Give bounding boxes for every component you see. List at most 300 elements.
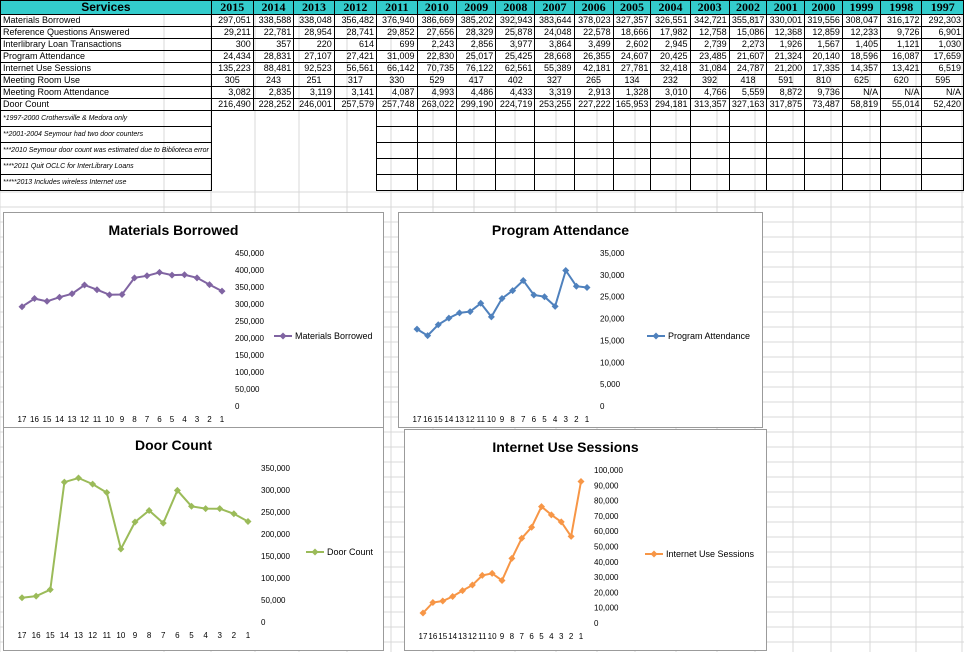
table-cell[interactable]: 15,086 xyxy=(729,27,767,39)
empty-cell[interactable] xyxy=(881,143,922,159)
empty-cell[interactable] xyxy=(767,143,805,159)
table-cell[interactable]: 313,357 xyxy=(690,99,729,111)
table-cell[interactable]: 17,659 xyxy=(922,51,964,63)
table-cell[interactable]: 24,434 xyxy=(211,51,253,63)
table-cell[interactable]: 257,579 xyxy=(334,99,376,111)
table-cell[interactable]: 317,875 xyxy=(767,99,805,111)
empty-cell[interactable] xyxy=(334,143,376,159)
table-cell[interactable]: 392,943 xyxy=(496,15,535,27)
table-cell[interactable]: 1,121 xyxy=(881,39,922,51)
table-cell[interactable]: 326,551 xyxy=(651,15,690,27)
chart-materials-borrowed[interactable] xyxy=(3,212,384,428)
empty-cell[interactable] xyxy=(574,111,613,127)
year-header[interactable]: 2002 xyxy=(729,1,767,15)
empty-cell[interactable] xyxy=(881,175,922,191)
table-cell[interactable]: 18,666 xyxy=(613,27,651,39)
empty-cell[interactable] xyxy=(253,159,294,175)
table-cell[interactable]: N/A xyxy=(881,87,922,99)
empty-cell[interactable] xyxy=(417,127,457,143)
empty-cell[interactable] xyxy=(574,159,613,175)
table-cell[interactable]: 9,726 xyxy=(881,27,922,39)
data-point[interactable] xyxy=(219,288,226,295)
data-point[interactable] xyxy=(216,505,223,512)
table-cell[interactable]: 383,644 xyxy=(535,15,574,27)
year-header[interactable]: 2014 xyxy=(253,1,294,15)
table-cell[interactable]: 27,656 xyxy=(417,27,457,39)
data-point[interactable] xyxy=(56,294,63,301)
table-cell[interactable]: 21,200 xyxy=(767,63,805,75)
table-cell[interactable]: 12,859 xyxy=(805,27,843,39)
data-point[interactable] xyxy=(75,475,82,482)
table-cell[interactable]: 327,357 xyxy=(613,15,651,27)
empty-cell[interactable] xyxy=(334,159,376,175)
data-point[interactable] xyxy=(61,479,68,486)
empty-cell[interactable] xyxy=(805,159,843,175)
table-cell[interactable]: 1,567 xyxy=(805,39,843,51)
table-cell[interactable]: 330 xyxy=(377,75,418,87)
table-cell[interactable]: 17,335 xyxy=(805,63,843,75)
table-cell[interactable]: 5,559 xyxy=(729,87,767,99)
table-cell[interactable]: 614 xyxy=(334,39,376,51)
year-header[interactable]: 2009 xyxy=(457,1,496,15)
data-point[interactable] xyxy=(456,309,463,316)
footnote[interactable]: *1997-2000 Crothersville & Medora only xyxy=(1,111,212,127)
empty-cell[interactable] xyxy=(651,159,690,175)
table-cell[interactable]: 1,405 xyxy=(842,39,880,51)
empty-cell[interactable] xyxy=(574,127,613,143)
table-cell[interactable]: 32,418 xyxy=(651,63,690,75)
table-cell[interactable]: 24,607 xyxy=(613,51,651,63)
empty-cell[interactable] xyxy=(294,127,335,143)
data-point[interactable] xyxy=(508,555,515,562)
table-cell[interactable]: 699 xyxy=(377,39,418,51)
data-point[interactable] xyxy=(439,597,446,604)
empty-cell[interactable] xyxy=(613,159,651,175)
table-cell[interactable]: 20,140 xyxy=(805,51,843,63)
table-cell[interactable]: 20,425 xyxy=(651,51,690,63)
table-cell[interactable]: 28,741 xyxy=(334,27,376,39)
empty-cell[interactable] xyxy=(294,111,335,127)
table-cell[interactable]: 356,482 xyxy=(334,15,376,27)
empty-cell[interactable] xyxy=(805,175,843,191)
year-header[interactable]: 1999 xyxy=(842,1,880,15)
table-cell[interactable]: 3,119 xyxy=(294,87,335,99)
data-point[interactable] xyxy=(156,269,163,276)
empty-cell[interactable] xyxy=(294,159,335,175)
empty-cell[interactable] xyxy=(922,127,964,143)
table-cell[interactable]: 25,878 xyxy=(496,27,535,39)
empty-cell[interactable] xyxy=(377,159,418,175)
empty-cell[interactable] xyxy=(651,127,690,143)
table-cell[interactable]: 810 xyxy=(805,75,843,87)
footnote[interactable]: **2001-2004 Seymour had two door counters xyxy=(1,127,212,143)
empty-cell[interactable] xyxy=(211,175,253,191)
year-header[interactable]: 2011 xyxy=(377,1,418,15)
chart-door-count[interactable] xyxy=(3,427,384,651)
table-cell[interactable]: 14,357 xyxy=(842,63,880,75)
table-cell[interactable]: 263,022 xyxy=(417,99,457,111)
empty-cell[interactable] xyxy=(613,127,651,143)
empty-cell[interactable] xyxy=(211,159,253,175)
data-point[interactable] xyxy=(144,272,151,279)
empty-cell[interactable] xyxy=(767,127,805,143)
table-cell[interactable]: 28,668 xyxy=(535,51,574,63)
table-cell[interactable]: 2,913 xyxy=(574,87,613,99)
table-cell[interactable]: 294,181 xyxy=(651,99,690,111)
table-cell[interactable]: 251 xyxy=(294,75,335,87)
year-header[interactable]: 2010 xyxy=(417,1,457,15)
empty-cell[interactable] xyxy=(457,111,496,127)
table-cell[interactable]: 134 xyxy=(613,75,651,87)
table-cell[interactable]: 2,602 xyxy=(613,39,651,51)
table-cell[interactable]: 297,051 xyxy=(211,15,253,27)
empty-cell[interactable] xyxy=(729,127,767,143)
empty-cell[interactable] xyxy=(690,127,729,143)
table-cell[interactable]: 12,758 xyxy=(690,27,729,39)
table-cell[interactable]: 135,223 xyxy=(211,63,253,75)
table-cell[interactable]: 3,319 xyxy=(535,87,574,99)
table-cell[interactable]: 27,107 xyxy=(294,51,335,63)
empty-cell[interactable] xyxy=(377,175,418,191)
year-header[interactable]: 2001 xyxy=(767,1,805,15)
table-cell[interactable]: 55,014 xyxy=(881,99,922,111)
data-point[interactable] xyxy=(578,478,585,485)
table-cell[interactable]: 22,830 xyxy=(417,51,457,63)
empty-cell[interactable] xyxy=(767,175,805,191)
table-cell[interactable]: 595 xyxy=(922,75,964,87)
empty-cell[interactable] xyxy=(417,143,457,159)
empty-cell[interactable] xyxy=(690,159,729,175)
table-cell[interactable]: 58,819 xyxy=(842,99,880,111)
year-header[interactable]: 2005 xyxy=(613,1,651,15)
empty-cell[interactable] xyxy=(842,143,880,159)
table-cell[interactable]: N/A xyxy=(922,87,964,99)
empty-cell[interactable] xyxy=(496,127,535,143)
table-cell[interactable]: 76,122 xyxy=(457,63,496,75)
empty-cell[interactable] xyxy=(496,143,535,159)
empty-cell[interactable] xyxy=(457,127,496,143)
empty-cell[interactable] xyxy=(729,143,767,159)
table-cell[interactable]: 29,211 xyxy=(211,27,253,39)
empty-cell[interactable] xyxy=(729,175,767,191)
table-cell[interactable]: 29,852 xyxy=(377,27,418,39)
row-label[interactable]: Door Count xyxy=(1,99,212,111)
table-cell[interactable]: 42,181 xyxy=(574,63,613,75)
empty-cell[interactable] xyxy=(457,159,496,175)
table-cell[interactable]: 327,163 xyxy=(729,99,767,111)
empty-cell[interactable] xyxy=(651,175,690,191)
table-cell[interactable]: 13,421 xyxy=(881,63,922,75)
table-cell[interactable]: 2,273 xyxy=(729,39,767,51)
table-cell[interactable]: 27,781 xyxy=(613,63,651,75)
table-cell[interactable]: 2,945 xyxy=(651,39,690,51)
data-point[interactable] xyxy=(19,594,26,601)
table-cell[interactable]: 308,047 xyxy=(842,15,880,27)
table-cell[interactable]: 17,982 xyxy=(651,27,690,39)
year-header[interactable]: 1997 xyxy=(922,1,964,15)
empty-cell[interactable] xyxy=(613,111,651,127)
table-cell[interactable]: 9,736 xyxy=(805,87,843,99)
table-cell[interactable]: 6,901 xyxy=(922,27,964,39)
row-label[interactable]: Reference Questions Answered xyxy=(1,27,212,39)
chart-program-attendance[interactable] xyxy=(398,212,763,428)
empty-cell[interactable] xyxy=(729,111,767,127)
data-point[interactable] xyxy=(106,291,113,298)
table-cell[interactable]: 21,324 xyxy=(767,51,805,63)
table-cell[interactable]: 2,739 xyxy=(690,39,729,51)
table-cell[interactable]: 12,368 xyxy=(767,27,805,39)
table-cell[interactable]: 62,561 xyxy=(496,63,535,75)
data-point[interactable] xyxy=(169,272,176,279)
table-cell[interactable]: 232 xyxy=(651,75,690,87)
empty-cell[interactable] xyxy=(842,175,880,191)
table-cell[interactable]: 31,009 xyxy=(377,51,418,63)
table-cell[interactable]: 12,233 xyxy=(842,27,880,39)
year-header[interactable]: 2006 xyxy=(574,1,613,15)
empty-cell[interactable] xyxy=(881,111,922,127)
year-header[interactable]: 2003 xyxy=(690,1,729,15)
table-cell[interactable]: 52,420 xyxy=(922,99,964,111)
year-header[interactable]: 1998 xyxy=(881,1,922,15)
row-label[interactable]: Program Attendance xyxy=(1,51,212,63)
empty-cell[interactable] xyxy=(651,111,690,127)
empty-cell[interactable] xyxy=(842,127,880,143)
data-point[interactable] xyxy=(47,586,54,593)
table-cell[interactable]: 257,748 xyxy=(377,99,418,111)
table-cell[interactable]: 228,252 xyxy=(253,99,294,111)
empty-cell[interactable] xyxy=(922,143,964,159)
table-cell[interactable]: 342,721 xyxy=(690,15,729,27)
table-cell[interactable]: 18,596 xyxy=(842,51,880,63)
table-cell[interactable]: 292,303 xyxy=(922,15,964,27)
table-cell[interactable]: 243 xyxy=(253,75,294,87)
table-cell[interactable]: 591 xyxy=(767,75,805,87)
data-point[interactable] xyxy=(584,284,591,291)
table-cell[interactable]: 220 xyxy=(294,39,335,51)
data-point[interactable] xyxy=(44,298,51,305)
table-cell[interactable]: 27,421 xyxy=(334,51,376,63)
chart-internet-use-sessions[interactable] xyxy=(404,429,767,651)
table-cell[interactable]: 3,499 xyxy=(574,39,613,51)
empty-cell[interactable] xyxy=(767,111,805,127)
data-point[interactable] xyxy=(33,593,40,600)
empty-cell[interactable] xyxy=(496,111,535,127)
data-point[interactable] xyxy=(181,271,188,278)
empty-cell[interactable] xyxy=(535,127,574,143)
footnote[interactable]: *****2013 Includes wireless Internet use xyxy=(1,175,212,191)
empty-cell[interactable] xyxy=(842,111,880,127)
empty-cell[interactable] xyxy=(690,111,729,127)
table-cell[interactable]: 70,735 xyxy=(417,63,457,75)
empty-cell[interactable] xyxy=(842,159,880,175)
table-cell[interactable]: 24,787 xyxy=(729,63,767,75)
empty-cell[interactable] xyxy=(613,143,651,159)
empty-cell[interactable] xyxy=(334,111,376,127)
table-cell[interactable]: 3,864 xyxy=(535,39,574,51)
table-cell[interactable]: 319,556 xyxy=(805,15,843,27)
empty-cell[interactable] xyxy=(294,143,335,159)
empty-cell[interactable] xyxy=(253,175,294,191)
empty-cell[interactable] xyxy=(922,111,964,127)
row-label[interactable]: Materials Borrowed xyxy=(1,15,212,27)
table-cell[interactable]: 8,872 xyxy=(767,87,805,99)
table-cell[interactable]: 299,190 xyxy=(457,99,496,111)
table-cell[interactable]: 26,355 xyxy=(574,51,613,63)
table-cell[interactable]: 3,082 xyxy=(211,87,253,99)
table-cell[interactable]: 253,255 xyxy=(535,99,574,111)
table-cell[interactable]: 529 xyxy=(417,75,457,87)
empty-cell[interactable] xyxy=(457,175,496,191)
empty-cell[interactable] xyxy=(334,127,376,143)
table-cell[interactable]: 417 xyxy=(457,75,496,87)
table-cell[interactable]: 227,222 xyxy=(574,99,613,111)
empty-cell[interactable] xyxy=(417,175,457,191)
empty-cell[interactable] xyxy=(881,127,922,143)
empty-cell[interactable] xyxy=(294,175,335,191)
table-cell[interactable]: 24,048 xyxy=(535,27,574,39)
empty-cell[interactable] xyxy=(496,175,535,191)
table-cell[interactable]: 376,940 xyxy=(377,15,418,27)
table-cell[interactable]: 28,954 xyxy=(294,27,335,39)
year-header[interactable]: 2015 xyxy=(211,1,253,15)
table-cell[interactable]: 385,202 xyxy=(457,15,496,27)
empty-cell[interactable] xyxy=(767,159,805,175)
empty-cell[interactable] xyxy=(690,143,729,159)
row-label[interactable]: Meeting Room Attendance xyxy=(1,87,212,99)
table-cell[interactable]: 21,607 xyxy=(729,51,767,63)
header-services[interactable]: Services xyxy=(1,1,212,15)
empty-cell[interactable] xyxy=(457,143,496,159)
table-cell[interactable]: 338,048 xyxy=(294,15,335,27)
empty-cell[interactable] xyxy=(574,175,613,191)
table-cell[interactable]: 3,977 xyxy=(496,39,535,51)
year-header[interactable]: 2012 xyxy=(334,1,376,15)
empty-cell[interactable] xyxy=(377,111,418,127)
table-cell[interactable]: 4,766 xyxy=(690,87,729,99)
data-point[interactable] xyxy=(202,505,209,512)
table-cell[interactable]: 355,817 xyxy=(729,15,767,27)
table-cell[interactable]: 418 xyxy=(729,75,767,87)
table-cell[interactable]: 3,010 xyxy=(651,87,690,99)
empty-cell[interactable] xyxy=(881,159,922,175)
empty-cell[interactable] xyxy=(922,159,964,175)
row-label[interactable]: Internet Use Sessions xyxy=(1,63,212,75)
empty-cell[interactable] xyxy=(211,111,253,127)
table-cell[interactable]: 16,087 xyxy=(881,51,922,63)
row-label[interactable]: Meeting Room Use xyxy=(1,75,212,87)
table-cell[interactable]: 386,669 xyxy=(417,15,457,27)
table-cell[interactable]: 73,487 xyxy=(805,99,843,111)
table-cell[interactable]: 216,490 xyxy=(211,99,253,111)
table-cell[interactable]: 316,172 xyxy=(881,15,922,27)
table-cell[interactable]: 28,831 xyxy=(253,51,294,63)
table-cell[interactable]: 330,001 xyxy=(767,15,805,27)
table-cell[interactable]: 22,781 xyxy=(253,27,294,39)
table-cell[interactable]: 66,142 xyxy=(377,63,418,75)
footnote[interactable]: ****2011 Quit OCLC for InterLibrary Loans xyxy=(1,159,212,175)
empty-cell[interactable] xyxy=(729,159,767,175)
empty-cell[interactable] xyxy=(417,111,457,127)
empty-cell[interactable] xyxy=(377,127,418,143)
empty-cell[interactable] xyxy=(377,143,418,159)
year-header[interactable]: 2004 xyxy=(651,1,690,15)
table-cell[interactable]: 300 xyxy=(211,39,253,51)
empty-cell[interactable] xyxy=(211,143,253,159)
empty-cell[interactable] xyxy=(253,127,294,143)
table-cell[interactable]: 1,030 xyxy=(922,39,964,51)
table-cell[interactable]: 224,719 xyxy=(496,99,535,111)
empty-cell[interactable] xyxy=(334,175,376,191)
empty-cell[interactable] xyxy=(211,127,253,143)
table-cell[interactable]: 2,835 xyxy=(253,87,294,99)
year-header[interactable]: 2000 xyxy=(805,1,843,15)
table-cell[interactable]: 620 xyxy=(881,75,922,87)
table-cell[interactable]: 246,001 xyxy=(294,99,335,111)
table-cell[interactable]: 25,017 xyxy=(457,51,496,63)
table-cell[interactable]: 317 xyxy=(334,75,376,87)
empty-cell[interactable] xyxy=(535,143,574,159)
empty-cell[interactable] xyxy=(922,175,964,191)
data-point[interactable] xyxy=(94,286,101,293)
row-label[interactable]: Interlibrary Loan Transactions xyxy=(1,39,212,51)
table-cell[interactable]: 2,243 xyxy=(417,39,457,51)
table-cell[interactable]: N/A xyxy=(842,87,880,99)
table-cell[interactable]: 265 xyxy=(574,75,613,87)
table-cell[interactable]: 88,481 xyxy=(253,63,294,75)
table-cell[interactable]: 1,328 xyxy=(613,87,651,99)
table-cell[interactable]: 4,486 xyxy=(457,87,496,99)
empty-cell[interactable] xyxy=(535,159,574,175)
empty-cell[interactable] xyxy=(574,143,613,159)
table-cell[interactable]: 31,084 xyxy=(690,63,729,75)
table-cell[interactable]: 25,425 xyxy=(496,51,535,63)
table-cell[interactable]: 3,141 xyxy=(334,87,376,99)
table-cell[interactable]: 305 xyxy=(211,75,253,87)
empty-cell[interactable] xyxy=(253,111,294,127)
empty-cell[interactable] xyxy=(805,143,843,159)
table-cell[interactable]: 1,926 xyxy=(767,39,805,51)
year-header[interactable]: 2013 xyxy=(294,1,335,15)
empty-cell[interactable] xyxy=(613,175,651,191)
empty-cell[interactable] xyxy=(535,175,574,191)
empty-cell[interactable] xyxy=(805,111,843,127)
table-cell[interactable]: 402 xyxy=(496,75,535,87)
year-header[interactable]: 2008 xyxy=(496,1,535,15)
empty-cell[interactable] xyxy=(535,111,574,127)
footnote[interactable]: ***2010 Seymour door count was estimated due to Biblioteca error xyxy=(1,143,212,159)
table-cell[interactable]: 165,953 xyxy=(613,99,651,111)
table-cell[interactable]: 6,519 xyxy=(922,63,964,75)
empty-cell[interactable] xyxy=(690,175,729,191)
table-cell[interactable]: 22,578 xyxy=(574,27,613,39)
table-cell[interactable]: 338,588 xyxy=(253,15,294,27)
table-cell[interactable]: 4,993 xyxy=(417,87,457,99)
empty-cell[interactable] xyxy=(496,159,535,175)
table-cell[interactable]: 4,087 xyxy=(377,87,418,99)
table-cell[interactable]: 23,485 xyxy=(690,51,729,63)
table-cell[interactable]: 392 xyxy=(690,75,729,87)
table-cell[interactable]: 92,523 xyxy=(294,63,335,75)
table-cell[interactable]: 327 xyxy=(535,75,574,87)
table-cell[interactable]: 378,023 xyxy=(574,15,613,27)
table-cell[interactable]: 2,856 xyxy=(457,39,496,51)
table-cell[interactable]: 56,561 xyxy=(334,63,376,75)
empty-cell[interactable] xyxy=(805,127,843,143)
table-cell[interactable]: 4,433 xyxy=(496,87,535,99)
year-header[interactable]: 2007 xyxy=(535,1,574,15)
empty-cell[interactable] xyxy=(253,143,294,159)
empty-cell[interactable] xyxy=(651,143,690,159)
